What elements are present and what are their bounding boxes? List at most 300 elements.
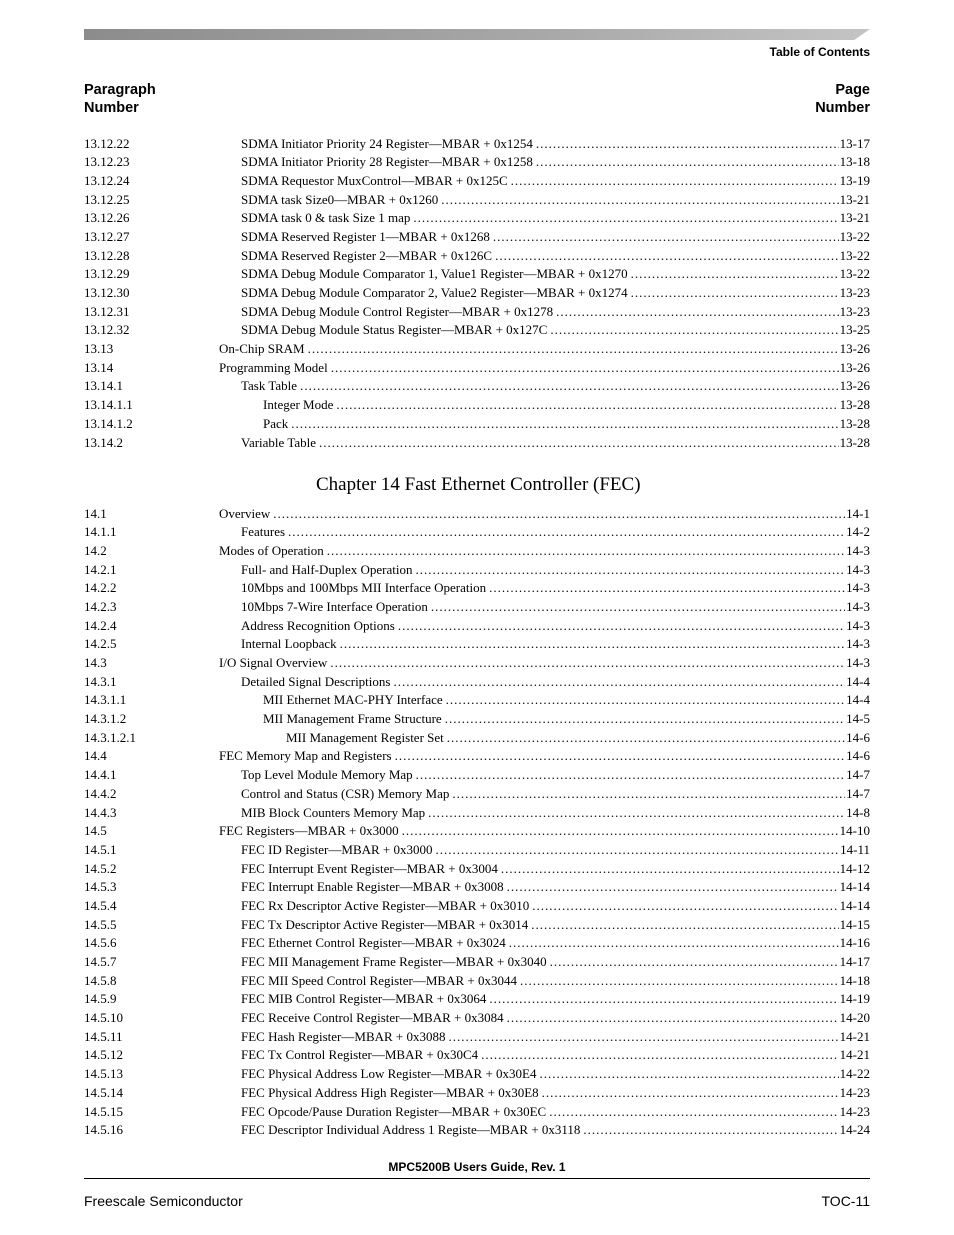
toc-entry[interactable]	[84, 822, 870, 841]
toc-entry-page: 13-22	[839, 247, 870, 263]
toc-entry-page: 14-23	[839, 1084, 870, 1100]
toc-entry-page: 14-3	[846, 580, 870, 596]
toc-entry[interactable]	[84, 542, 870, 561]
dot-leader	[481, 1046, 839, 1065]
dot-leader	[631, 265, 839, 284]
toc-entry-body	[241, 377, 870, 396]
toc-entry-page: 13-22	[839, 228, 870, 244]
toc-entry-title: On-Chip SRAM	[219, 341, 305, 357]
toc-entry-body	[241, 953, 870, 972]
toc-entry-page: 13-21	[839, 210, 870, 226]
toc-entry[interactable]	[84, 990, 870, 1009]
toc-entry-body	[241, 523, 870, 542]
toc-entry-body	[241, 172, 870, 191]
paragraph-number-heading	[84, 81, 156, 117]
footer-company: Freescale Semiconductor	[84, 1193, 243, 1209]
toc-entry[interactable]	[84, 1084, 870, 1103]
toc-entry[interactable]	[84, 897, 870, 916]
chapter-title: Chapter 14 Fast Ethernet Controller (FEC)	[316, 474, 641, 495]
toc-entry-page: 13-22	[839, 266, 870, 282]
toc-entry[interactable]	[84, 1028, 870, 1047]
toc-entry-page: 14-3	[846, 561, 870, 577]
toc-entry-body	[241, 1103, 870, 1122]
toc-entry[interactable]	[84, 691, 870, 710]
toc-entry-number: 14.5.16	[84, 1122, 123, 1138]
toc-entry-body	[241, 247, 870, 266]
toc-entry-body	[286, 729, 870, 748]
toc-entry-number: 14.2.2	[84, 580, 117, 596]
toc-entry-page: 14-3	[846, 636, 870, 652]
toc-entry[interactable]	[84, 934, 870, 953]
toc-entry-page: 14-18	[839, 972, 870, 988]
dot-leader	[288, 523, 845, 542]
toc-entry-title: Features	[241, 524, 286, 540]
toc-entry-number: 14.5.1	[84, 841, 117, 857]
toc-entry-number: 14.3.1.1	[84, 692, 127, 708]
toc-entry[interactable]	[84, 953, 870, 972]
toc-entry-title: FEC Physical Address High Register—MBAR + 0x30E8	[241, 1084, 539, 1100]
toc-entry-page: 14-6	[846, 729, 870, 745]
dot-leader	[308, 340, 839, 359]
toc-entry-number: 14.5.9	[84, 991, 117, 1007]
toc-entry-title: FEC Registers—MBAR + 0x3000	[219, 823, 399, 839]
dot-leader	[395, 747, 846, 766]
toc-entry-page: 13-26	[839, 378, 870, 394]
dot-leader	[402, 822, 839, 841]
toc-entry-title: Overview	[219, 505, 271, 521]
dot-leader	[550, 953, 839, 972]
toc-entry-page: 14-7	[846, 767, 870, 783]
toc-entry-title: MII Management Register Set	[286, 729, 444, 745]
toc-entry-title: Programming Model	[219, 359, 328, 375]
toc-entry-number: 13.14.1	[84, 378, 123, 394]
toc-entry-page: 14-21	[839, 1047, 870, 1063]
toc-entry-page: 14-2	[846, 524, 870, 540]
toc-entry-page: 14-10	[839, 823, 870, 839]
toc-entry[interactable]	[84, 228, 870, 247]
toc-entry-body	[241, 598, 870, 617]
toc-entry-number: 13.14.2	[84, 434, 123, 450]
toc-entry-number: 13.12.28	[84, 247, 130, 263]
toc-entry-body	[241, 897, 870, 916]
toc-entry[interactable]	[84, 804, 870, 823]
toc-entry-number: 14.5.14	[84, 1084, 123, 1100]
toc-entry-title: FEC Hash Register—MBAR + 0x3088	[241, 1028, 446, 1044]
toc-entry-body	[241, 284, 870, 303]
toc-entry-number: 14.5	[84, 823, 107, 839]
dot-leader	[540, 1065, 839, 1084]
footer-divider	[84, 1178, 870, 1179]
toc-entry-page: 13-28	[839, 415, 870, 431]
toc-entry-number: 13.12.27	[84, 228, 130, 244]
toc-entry-title: Internal Loopback	[241, 636, 337, 652]
dot-leader	[493, 228, 839, 247]
toc-entry-body	[263, 710, 870, 729]
toc-entry-body	[241, 972, 870, 991]
toc-entry[interactable]	[84, 247, 870, 266]
toc-entry-page: 14-14	[839, 897, 870, 913]
dot-leader	[416, 766, 845, 785]
toc-entry[interactable]	[84, 1103, 870, 1122]
dot-leader	[436, 841, 840, 860]
toc-entry[interactable]	[84, 1065, 870, 1084]
toc-entry-number: 14.5.5	[84, 916, 117, 932]
toc-entry-body	[263, 396, 870, 415]
toc-entry-title: FEC Memory Map and Registers	[219, 748, 392, 764]
toc-entry[interactable]	[84, 359, 870, 378]
toc-entry-title: Pack	[263, 415, 289, 431]
toc-entry[interactable]	[84, 747, 870, 766]
dot-leader	[327, 542, 845, 561]
toc-entry-title: Integer Mode	[263, 397, 334, 413]
toc-entry-title: Detailed Signal Descriptions	[241, 673, 391, 689]
toc-entry-body	[241, 1065, 870, 1084]
toc-entry-page: 13-19	[839, 172, 870, 188]
toc-entry-number: 14.5.2	[84, 860, 117, 876]
toc-entry-body	[219, 822, 870, 841]
dot-leader	[319, 434, 839, 453]
toc-entry-page: 14-8	[846, 804, 870, 820]
dot-leader	[549, 1103, 838, 1122]
toc-entry-body	[241, 860, 870, 879]
dot-leader	[331, 359, 839, 378]
dot-leader	[330, 654, 845, 673]
toc-entry-title: FEC Ethernet Control Register—MBAR + 0x3024	[241, 935, 506, 951]
toc-entry-title: SDMA Debug Module Status Register—MBAR + 0x127C	[241, 322, 548, 338]
toc-entry-page: 13-28	[839, 434, 870, 450]
dot-leader	[550, 321, 838, 340]
toc-entry-body	[241, 135, 870, 154]
toc-entry-page: 13-17	[839, 135, 870, 151]
toc-entry[interactable]	[84, 598, 870, 617]
toc-entry-body	[241, 990, 870, 1009]
toc-entry-body	[241, 766, 870, 785]
toc-entry-number: 14.3.1	[84, 673, 117, 689]
toc-entry-title: FEC Interrupt Enable Register—MBAR + 0x3008	[241, 879, 504, 895]
dot-leader	[536, 135, 839, 154]
toc-entry[interactable]	[84, 434, 870, 453]
dot-leader	[393, 673, 845, 692]
toc-entry-page: 14-3	[846, 542, 870, 558]
toc-section-chapter-14	[84, 505, 870, 1140]
toc-entry-body	[241, 673, 870, 692]
toc-entry-page: 14-19	[839, 991, 870, 1007]
toc-entry-title: FEC Physical Address Low Register—MBAR + 0x30E4	[241, 1066, 537, 1082]
toc-entry-number: 14.4.1	[84, 767, 117, 783]
page-number-heading	[815, 81, 870, 117]
toc-entry[interactable]	[84, 191, 870, 210]
toc-entry-body	[241, 579, 870, 598]
dot-leader	[441, 191, 838, 210]
toc-entry-body	[241, 434, 870, 453]
toc-entry-page: 13-25	[839, 322, 870, 338]
toc-entry[interactable]	[84, 340, 870, 359]
toc-entry-page: 14-24	[839, 1122, 870, 1138]
toc-entry[interactable]	[84, 284, 870, 303]
toc-entry[interactable]	[84, 209, 870, 228]
toc-entry[interactable]	[84, 265, 870, 284]
toc-entry-title: Full- and Half-Duplex Operation	[241, 561, 413, 577]
toc-entry-number: 13.12.24	[84, 172, 130, 188]
toc-entry-page: 13-23	[839, 303, 870, 319]
toc-entry-title: Address Recognition Options	[241, 617, 395, 633]
toc-entry-page: 13-23	[839, 285, 870, 300]
dot-leader	[413, 209, 838, 228]
toc-entry[interactable]	[84, 617, 870, 636]
toc-entry-number: 14.2.3	[84, 598, 117, 614]
dot-leader	[336, 396, 838, 415]
toc-entry-page: 14-4	[846, 673, 870, 689]
toc-entry[interactable]	[84, 523, 870, 542]
dot-leader	[340, 635, 846, 654]
dot-leader	[428, 804, 845, 823]
dot-leader	[536, 153, 839, 172]
footer-doc-title: MPC5200B Users Guide, Rev. 1	[388, 1160, 566, 1174]
dot-leader	[273, 505, 845, 524]
dot-leader	[398, 617, 845, 636]
footer-page-label: TOC-11	[821, 1193, 870, 1209]
toc-entry-page: 14-6	[846, 748, 870, 764]
toc-entry-number: 13.12.30	[84, 285, 130, 300]
toc-entry-page: 14-4	[846, 692, 870, 708]
toc-entry[interactable]	[84, 1046, 870, 1065]
toc-entry-title: FEC Tx Control Register—MBAR + 0x30C4	[241, 1047, 479, 1063]
toc-entry-title: MII Management Frame Structure	[263, 711, 442, 727]
toc-entry-page: 14-20	[839, 1010, 870, 1026]
toc-entry-number: 13.12.31	[84, 303, 130, 319]
toc-entry-number: 14.4.2	[84, 785, 117, 801]
toc-entry-body	[241, 228, 870, 247]
toc-entry-page: 14-1	[846, 505, 870, 521]
toc-entry-number: 13.12.29	[84, 266, 130, 282]
dot-leader	[431, 598, 845, 617]
toc-entry[interactable]	[84, 579, 870, 598]
toc-entry-title: SDMA Debug Module Control Register—MBAR + 0x1278	[241, 303, 554, 319]
dot-leader	[447, 729, 845, 748]
toc-entry-title: SDMA Reserved Register 2—MBAR + 0x126C	[241, 247, 493, 263]
toc-entry-number: 14.4	[84, 748, 107, 764]
toc-entry-title: FEC MII Speed Control Register—MBAR + 0x3044	[241, 972, 517, 988]
toc-entry[interactable]	[84, 415, 870, 434]
dot-leader	[507, 1009, 839, 1028]
toc-entry-body	[219, 654, 870, 673]
toc-entry-number: 14.3.1.2	[84, 711, 127, 727]
dot-leader	[489, 990, 838, 1009]
toc-entry-page: 14-3	[846, 655, 870, 670]
toc-entry-page: 14-22	[839, 1066, 870, 1082]
dot-leader	[452, 785, 845, 804]
toc-entry-body	[241, 934, 870, 953]
toc-entry-title: I/O Signal Overview	[219, 655, 328, 670]
toc-entry-body	[241, 209, 870, 228]
toc-entry-body	[241, 153, 870, 172]
heading-line: Number	[815, 100, 870, 116]
toc-entry-body	[241, 841, 870, 860]
dot-leader	[300, 377, 839, 396]
toc-entry-page: 13-28	[839, 397, 870, 413]
toc-entry[interactable]	[84, 153, 870, 172]
toc-entry-number: 14.2.1	[84, 561, 117, 577]
toc-entry-number: 13.12.23	[84, 154, 130, 170]
toc-entry[interactable]	[84, 673, 870, 692]
toc-entry-body	[241, 1084, 870, 1103]
toc-entry[interactable]	[84, 172, 870, 191]
toc-entry-number: 13.12.32	[84, 322, 130, 338]
toc-entry[interactable]	[84, 505, 870, 524]
dot-leader	[542, 1084, 839, 1103]
toc-entry-number: 14.5.11	[84, 1028, 123, 1044]
toc-entry-body	[241, 617, 870, 636]
toc-section-chapter-13	[84, 135, 870, 453]
dot-leader	[511, 172, 839, 191]
toc-entry[interactable]	[84, 841, 870, 860]
toc-entry-number: 14.5.10	[84, 1010, 123, 1026]
dot-leader	[291, 415, 838, 434]
toc-entry-title: SDMA Initiator Priority 28 Register—MBAR + 0x1258	[241, 154, 533, 170]
toc-entry[interactable]	[84, 860, 870, 879]
toc-entry-title: Task Table	[241, 378, 298, 394]
toc-entry[interactable]	[84, 766, 870, 785]
toc-entry[interactable]	[84, 303, 870, 322]
toc-entry-body	[219, 505, 870, 524]
toc-entry-page: 14-11	[840, 841, 870, 857]
toc-entry-body	[263, 415, 870, 434]
toc-entry-page: 14-5	[846, 711, 870, 727]
toc-entry-title: FEC Descriptor Individual Address 1 Registe—MBAR + 0x3118	[241, 1122, 581, 1138]
dot-leader	[489, 579, 845, 598]
toc-entry-title: SDMA task 0 & task Size 1 map	[241, 210, 411, 226]
toc-entry-title: FEC Receive Control Register—MBAR + 0x3084	[241, 1010, 504, 1026]
dot-leader	[445, 710, 845, 729]
toc-entry-title: SDMA Debug Module Comparator 1, Value1 Register—MBAR + 0x1270	[241, 266, 628, 282]
toc-entry[interactable]	[84, 729, 870, 748]
toc-entry-title: MII Ethernet MAC-PHY Interface	[263, 692, 443, 708]
header-bar	[84, 29, 870, 40]
dot-leader	[520, 972, 839, 991]
toc-entry[interactable]	[84, 1009, 870, 1028]
toc-entry-number: 14.5.7	[84, 954, 117, 969]
dot-leader	[507, 878, 839, 897]
toc-entry-number: 14.5.6	[84, 935, 117, 951]
toc-entry-title: 10Mbps and 100Mbps MII Interface Operation	[241, 580, 487, 596]
toc-entry-body	[241, 916, 870, 935]
toc-entry[interactable]	[84, 561, 870, 580]
dot-leader	[495, 247, 839, 266]
toc-entry-page: 14-3	[846, 598, 870, 614]
dot-leader	[556, 303, 839, 322]
toc-entry-title: FEC Interrupt Event Register—MBAR + 0x3004	[241, 860, 498, 876]
toc-entry[interactable]	[84, 878, 870, 897]
toc-entry-body	[241, 1121, 870, 1140]
toc-entry-number: 14.4.3	[84, 804, 117, 820]
toc-entry-page: 14-14	[839, 879, 870, 895]
toc-entry-title: SDMA Reserved Register 1—MBAR + 0x1268	[241, 228, 490, 244]
toc-entry-title: SDMA task Size0—MBAR + 0x1260	[241, 191, 439, 207]
toc-entry-number: 13.12.22	[84, 135, 130, 151]
toc-entry-body	[241, 878, 870, 897]
toc-entry[interactable]	[84, 916, 870, 935]
toc-entry-number: 13.14	[84, 359, 114, 375]
toc-entry-number: 13.12.26	[84, 210, 130, 226]
toc-entry-body	[241, 635, 870, 654]
dot-leader	[532, 897, 838, 916]
toc-entry-number: 14.5.8	[84, 972, 117, 988]
toc-entry-number: 14.3	[84, 655, 107, 670]
toc-entry-body	[241, 191, 870, 210]
toc-entry-page: 14-12	[839, 860, 870, 876]
toc-entry-title: FEC MII Management Frame Register—MBAR + 0x3040	[241, 954, 547, 969]
toc-entry-page: 13-21	[839, 191, 870, 207]
toc-entry-number: 14.5.4	[84, 897, 117, 913]
toc-entry-body	[219, 747, 870, 766]
toc-entry-page: 14-16	[839, 935, 870, 951]
toc-entry-body	[241, 804, 870, 823]
toc-entry[interactable]	[84, 635, 870, 654]
dot-leader	[449, 1028, 839, 1047]
toc-entry-page: 14-17	[839, 954, 870, 969]
toc-entry-page: 14-23	[839, 1103, 870, 1119]
toc-entry-number: 13.13	[84, 341, 114, 357]
toc-entry-number: 14.1	[84, 505, 107, 521]
toc-entry-page: 14-15	[839, 916, 870, 932]
toc-entry-body	[241, 1009, 870, 1028]
toc-entry-number: 14.5.12	[84, 1047, 123, 1063]
toc-entry-body	[219, 340, 870, 359]
toc-entry-page: 13-18	[839, 154, 870, 170]
toc-entry-body	[241, 321, 870, 340]
toc-entry-number: 14.2.5	[84, 636, 117, 652]
toc-entry-body	[241, 1046, 870, 1065]
toc-entry[interactable]	[84, 135, 870, 154]
toc-entry-number: 14.1.1	[84, 524, 117, 540]
toc-entry[interactable]	[84, 396, 870, 415]
toc-entry-title: SDMA Initiator Priority 24 Register—MBAR + 0x1254	[241, 135, 533, 151]
toc-entry-number: 13.14.1.1	[84, 397, 133, 413]
toc-entry-body	[219, 359, 870, 378]
toc-entry-number: 14.5.13	[84, 1066, 123, 1082]
toc-entry[interactable]	[84, 1121, 870, 1140]
toc-entry[interactable]	[84, 785, 870, 804]
toc-entry[interactable]	[84, 710, 870, 729]
dot-leader	[583, 1121, 838, 1140]
dot-leader	[501, 860, 839, 879]
toc-entry[interactable]	[84, 321, 870, 340]
toc-entry-title: FEC Tx Descriptor Active Register—MBAR + 0x3014	[241, 916, 529, 932]
toc-entry-title: SDMA Requestor MuxControl—MBAR + 0x125C	[241, 172, 508, 188]
toc-entry-page: 14-21	[839, 1028, 870, 1044]
toc-entry-title: Modes of Operation	[219, 542, 324, 558]
toc-entry-number: 14.5.15	[84, 1103, 123, 1119]
toc-entry[interactable]	[84, 972, 870, 991]
toc-entry-number: 13.14.1.2	[84, 415, 133, 431]
toc-entry-body	[241, 1028, 870, 1047]
dot-leader	[631, 284, 839, 303]
dot-leader	[446, 691, 846, 710]
toc-entry-body	[241, 785, 870, 804]
toc-entry-page: 14-7	[846, 785, 870, 801]
toc-entry-title: FEC Rx Descriptor Active Register—MBAR + 0x3010	[241, 897, 530, 913]
toc-entry[interactable]	[84, 654, 870, 673]
heading-line: Paragraph	[84, 82, 156, 98]
toc-entry-title: Variable Table	[241, 434, 317, 450]
toc-entry[interactable]	[84, 377, 870, 396]
heading-line: Number	[84, 100, 139, 116]
toc-entry-page: 13-26	[839, 359, 870, 375]
toc-entry-number: 14.2.4	[84, 617, 117, 633]
toc-entry-title: FEC MIB Control Register—MBAR + 0x3064	[241, 991, 487, 1007]
toc-entry-title: FEC Opcode/Pause Duration Register—MBAR + 0x30EC	[241, 1103, 547, 1119]
toc-entry-title: SDMA Debug Module Comparator 2, Value2 Register—MBAR + 0x1274	[241, 285, 628, 300]
